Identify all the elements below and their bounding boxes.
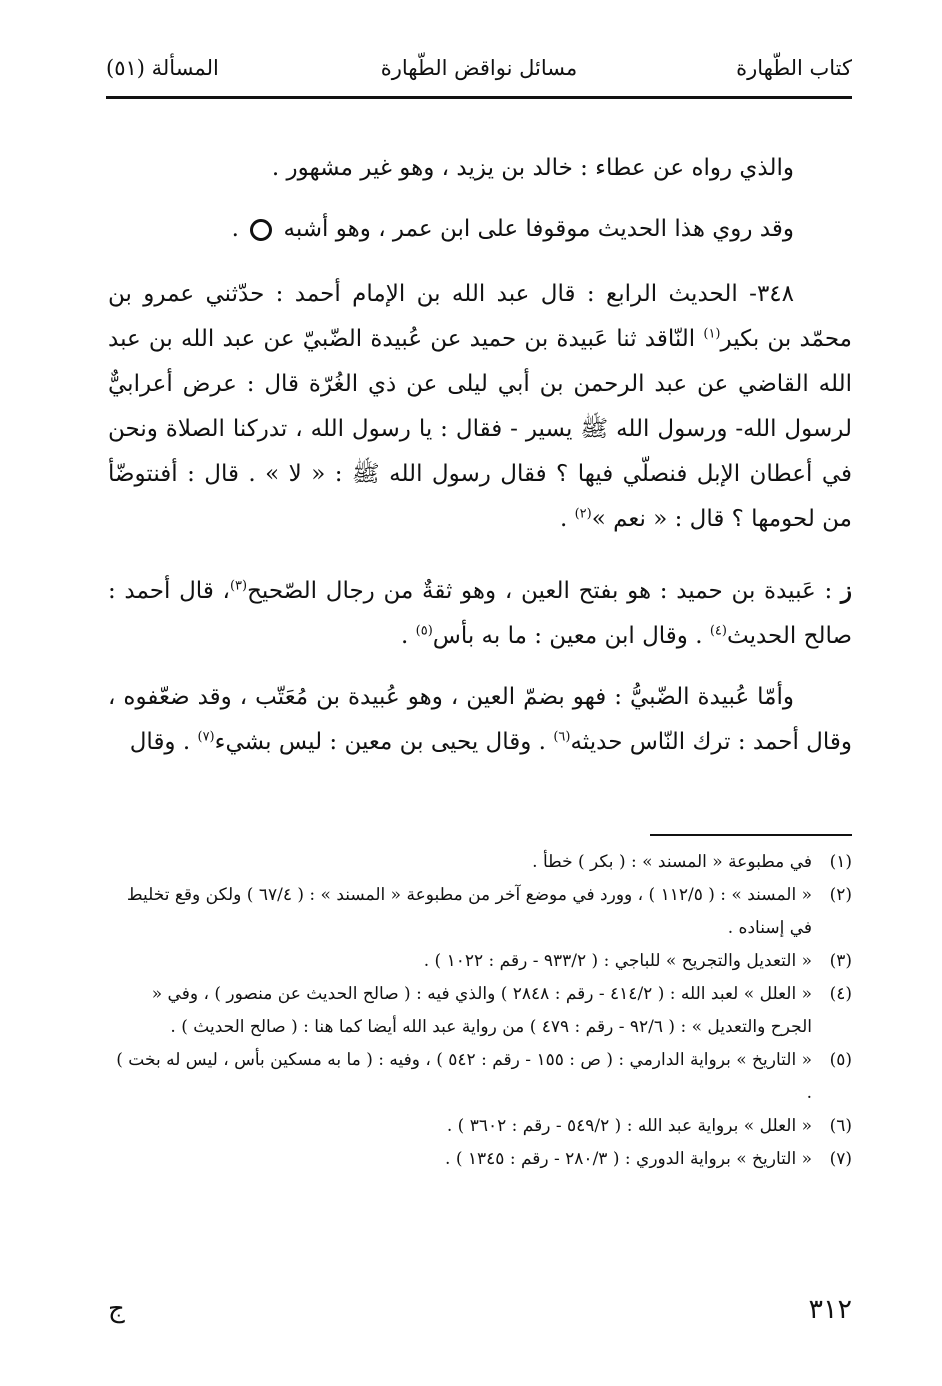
footnote-text: « العلل » لعبد الله : ( ٤١٤/٢ - رقم : ٢٨٤٨ ) والذي فيه : ( صالح الحديث عن منصور ) ، وفي « الجرح والتعديل » : ( ٩٢/٦ - رقم : ٤٧٩ ) من رواية عبد الله أيضا كما هنا : ( صالح الحديث ) . xyxy=(151,984,812,1037)
header-book-title: كتاب الطّهارة xyxy=(736,56,852,80)
footnote-item xyxy=(108,1110,852,1143)
main-text xyxy=(108,146,852,765)
footnote-number: (٧) xyxy=(829,1149,852,1169)
footnote-rule xyxy=(650,834,852,836)
footnote-ref-1: (١) xyxy=(703,326,721,342)
ubaida-text-b: . وقال يحيى بن معين : ليس بشيء xyxy=(214,729,554,755)
footnote-text: « التاريخ » برواية الدارمي : ( ص : ١٥٥ - رقم : ٥٤٢ ) ، وفيه : ( ما به مسكين بأس ، ليس له بخت ) . xyxy=(116,1050,812,1103)
footnote-ref-5: (٥) xyxy=(415,623,433,639)
footnote-number: (٦) xyxy=(829,1116,852,1136)
footnote-number: (٥) xyxy=(829,1050,852,1070)
footnote-item xyxy=(108,1143,852,1176)
footnote-item xyxy=(108,879,852,945)
footnote-ref-7: (٧) xyxy=(197,729,215,745)
header-rule xyxy=(106,96,852,99)
footnotes xyxy=(108,846,852,1176)
commentary-text-a: : عَبيدة بن حميد : هو بفتح العين ، وهو ثقةٌ من رجال الصّحيح xyxy=(247,578,841,604)
ubaida-text-a: وأمّا عُبيدة الضّبيُّ : فهو بضمّ العين ، وهو عُبيدة بن مُعَتّب ، وقد ضعّفوه ، وقال أحمد : ترك النّاس حديثه xyxy=(108,684,852,755)
end-circle-icon xyxy=(250,219,272,241)
footnote-number: (٣) xyxy=(829,951,852,971)
footnote-number: (٤) xyxy=(829,984,852,1004)
header-chapter-title: مسائل نواقض الطّهارة xyxy=(380,56,578,80)
footnote-item xyxy=(108,1044,852,1110)
commentary-text-c: . وقال ابن معين : ما به بأس xyxy=(432,623,710,649)
paragraph-1: والذي رواه عن عطاء : خالد بن يزيد ، وهو غير مشهور . xyxy=(271,155,794,181)
footnote-item xyxy=(108,846,852,879)
paragraph-2-end: . xyxy=(231,216,239,242)
commentary-end: . xyxy=(401,623,416,649)
footnote-item xyxy=(108,945,852,978)
footnote-number: (٢) xyxy=(829,885,852,905)
hadith-text-b: النّاقد ثنا عَبيدة بن حميد عن عُبيدة الضّبيّ عن عبد الله بن عبد الله القاضي عن عبد الرحمن بن أبي ليلى عن ذي الغُرّة قال : عرض أعرابيٌّ لرسول الله- ورسول الله ﷺ يسير - فقال : يا رسول الله ، تدركنا الصلاة ونحن في أعطان الإبل فنصلّي فيها ؟ فقال رسول الله ﷺ : « لا » . قال : أفنتوضّأ من لحومها ؟ قال : « نعم » xyxy=(108,326,852,532)
footnote-ref-4: (٤) xyxy=(709,623,727,639)
commentary-text-b: ، قال أحمد : صالح الحديث xyxy=(108,578,852,649)
paragraph-2 xyxy=(108,207,852,252)
footnote-ref-3: (٣) xyxy=(229,578,248,594)
footnote-item xyxy=(108,978,852,1044)
footnote-text: « العلل » برواية عبد الله : ( ٥٤٩/٢ - رقم : ٣٦٠٢ ) . xyxy=(446,1116,812,1136)
ubaida-text-c: . وقال xyxy=(129,729,198,755)
hadith-end: . xyxy=(559,506,575,532)
hadith-text-a: ٣٤٨- الحديث الرابع : قال عبد الله بن الإمام أحمد : حدّثني عمرو بن محمّد بن بكير xyxy=(108,281,852,352)
paragraph-2-text: وقد روي هذا الحديث موقوفا على ابن عمر ، وهو أشبه xyxy=(283,216,794,242)
header-issue-number: المسألة (٥١) xyxy=(106,56,219,80)
footnote-text: « المسند » : ( ١١٢/٥ ) ، وورد في موضع آخر من مطبوعة « المسند » : ( ٦٧/٤ ) ولكن وقع تخليط في إسناده . xyxy=(126,885,812,938)
footnote-text: « التاريخ » برواية الدوري : ( ٢٨٠/٣ - رقم : ١٣٤٥ ) . xyxy=(445,1149,812,1169)
paragraph-commentary xyxy=(108,568,852,659)
running-header xyxy=(106,52,852,96)
footnote-ref-6: (٦) xyxy=(553,729,571,745)
printer-signature: ج xyxy=(108,1294,125,1324)
commentary-mark: ز xyxy=(840,577,853,604)
footnote-number: (١) xyxy=(829,852,852,872)
paragraph-hadith-348 xyxy=(108,272,852,542)
footnote-text: في مطبوعة « المسند » : ( بكر ) خطأ . xyxy=(532,852,812,872)
footnote-ref-2: (٢) xyxy=(574,506,592,522)
paragraph-ubaida xyxy=(108,675,852,765)
footnote-text: « التعديل والتجريح » للباجي : ( ٩٣٣/٢ - رقم : ١٠٢٢ ) . xyxy=(423,951,812,971)
page-number: ٣١٢ xyxy=(808,1294,852,1325)
